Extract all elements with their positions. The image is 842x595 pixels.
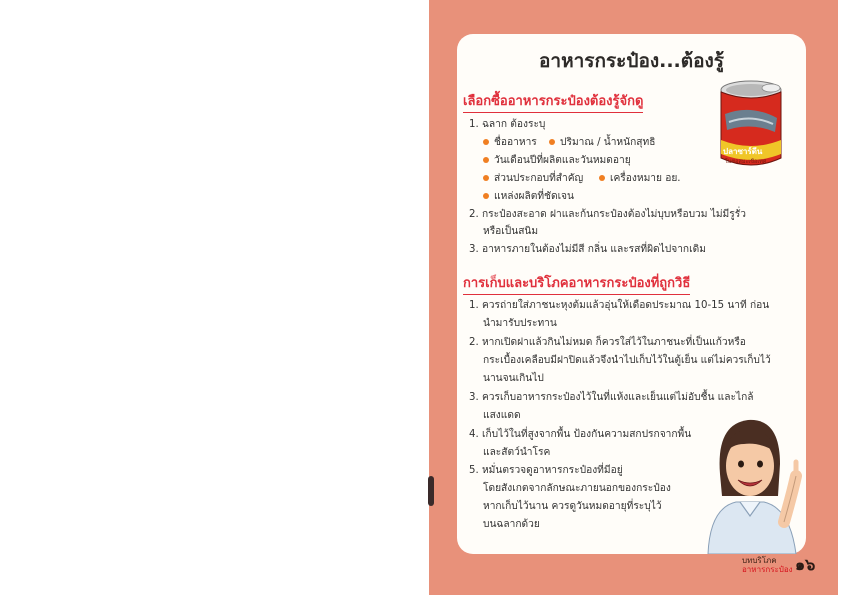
list-item: นำมารับประทาน (483, 318, 557, 329)
bullet-icon (549, 139, 555, 145)
list-item: ปริมาณ / น้ำหนักสุทธิ (549, 134, 655, 150)
bullet-icon (599, 175, 605, 181)
list-item: 2. หากเปิดฝาแล้วกินไม่หมด ก็ควรใส่ไว้ในภาชนะที่เป็นแก้วหรือ (469, 337, 746, 348)
page-number: ๑๖ (795, 555, 816, 574)
list-item: ชื่ออาหาร (483, 134, 537, 150)
bullet-icon (483, 157, 489, 163)
bullet-icon (483, 175, 489, 181)
list-item: 5. หมั่นตรวจดูอาหารกระป๋องที่มีอยู่ (469, 465, 623, 476)
list-item: โดยสังเกตจากลักษณะภายนอกของกระป๋อง (483, 483, 671, 494)
footer-caption (742, 556, 793, 574)
list-item: 1. ควรถ่ายใส่ภาชนะหุงต้มแล้วอุ่นให้เดือดประมาณ 10-15 นาที ก่อน (469, 300, 770, 311)
list-item: 3. อาหารภายในต้องไม่มีสี กลิ่น และรสที่ผิดไปจากเดิม (469, 244, 706, 255)
section-heading-selection: เลือกซื้ออาหารกระป๋องต้องรู้จักดู (463, 90, 643, 113)
can-label-name: ปลาซาร์ดีน (723, 147, 763, 156)
list-item: บนฉลากด้วย (483, 519, 540, 530)
list-item: กระเบื้องเคลือบมีฝาปิดแล้วจึงนำไปเก็บไว้ในตู้เย็น แต่ไม่ควรเก็บไว้ (483, 355, 771, 366)
page-title: อาหารกระป๋อง...ต้องรู้ (538, 50, 725, 72)
list-item: 1. ฉลาก ต้องระบุ (469, 119, 546, 130)
list-item: หากเก็บไว้นาน ควรดูวันหมดอายุที่ระบุไว้ (483, 501, 662, 512)
list-item: หรือเป็นสนิม (483, 226, 539, 237)
list-item: นานจนเกินไป (483, 373, 544, 384)
nurse-illustration (700, 404, 808, 554)
section-heading-storage: การเก็บและบริโภคอาหารกระป๋องที่ถูกวิธี (463, 272, 690, 295)
list-item: และสัตว์นำโรค (483, 447, 551, 458)
bullet-icon (483, 193, 489, 199)
bullet-icon (483, 139, 489, 145)
footer-line1: บทบริโภค (742, 556, 777, 565)
list-item: วันเดือนปีที่ผลิตและวันหมดอายุ (483, 152, 631, 168)
list-item: 2. กระป๋องสะอาด ฝาและก้นกระป๋องต้องไม่บุบหรือบวม ไม่มีรูรั่ว (469, 209, 746, 220)
footer-line2: อาหารกระป๋อง (742, 565, 793, 574)
list-item: 4. เก็บไว้ในที่สูงจากพื้น ป้องกันความสกปรกจากพื้น (469, 429, 692, 440)
can-label-sauce: ในซอสมะเขือเทศ (725, 159, 767, 165)
left-page-edge (428, 476, 434, 506)
list-item: เครื่องหมาย อย. (599, 170, 681, 186)
list-item: แหล่งผลิตที่ชัดเจน (483, 188, 574, 204)
list-item: แสงแดด (483, 410, 521, 421)
list-item: ส่วนประกอบที่สำคัญ (483, 170, 583, 186)
list-item: 3. ควรเก็บอาหารกระป๋องไว้ในที่แห้งและเย็นแต่ไม่อับชื้น และไกล้ (469, 392, 754, 403)
